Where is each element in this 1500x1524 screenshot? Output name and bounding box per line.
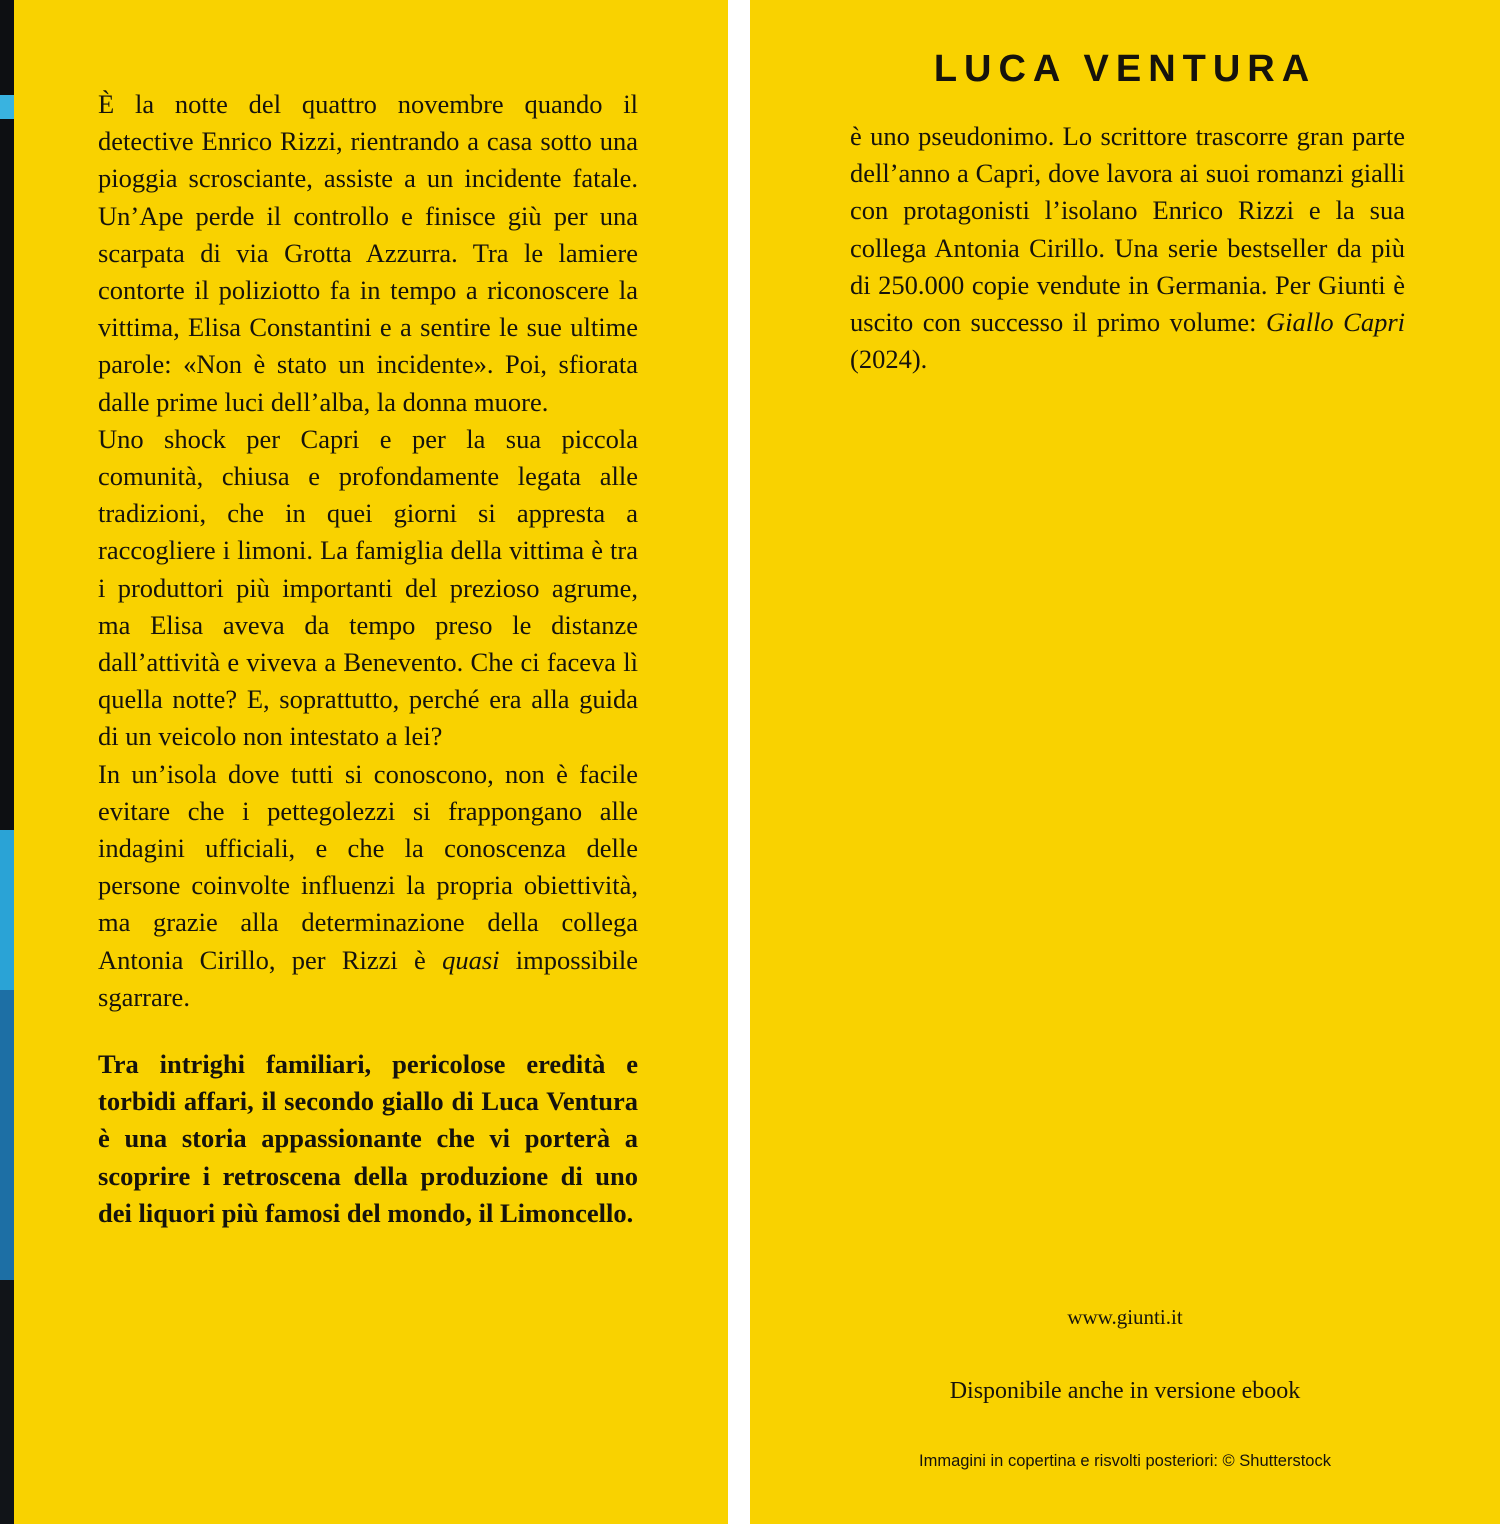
blurb-paragraph-3-text: In un’isola dove tutti si conoscono, non è facile evitare che i pettegolezzi si frappongano alle indagini ufficiali, e che la conoscenza delle persone coinvolte influenzi la propria obiettività, ma grazie alla determinazione della collega Antonia Cirillo, per Rizzi è quasi impossibile sgarrare. xyxy=(98,758,638,1012)
publisher-website[interactable]: www.giunti.it xyxy=(1067,1305,1183,1329)
panel-gutter xyxy=(728,0,750,1524)
author-bio-text: è uno pseudonimo. Lo scrittore trascorre gran parte dell’anno a Capri, dove lavora ai suoi romanzi gialli con protagonisti l’isolano Enrico Rizzi e la sua collega Antonia Cirillo. Una serie bestseller da più di 250.000 copie vendute in Germania. Per Giunti è uscito con successo il primo volume: xyxy=(850,121,1405,338)
spine-color-band-2 xyxy=(0,830,14,990)
spine-color-band-3 xyxy=(0,990,14,1280)
author-bio xyxy=(850,118,1405,378)
author-bio-year: (2024). xyxy=(850,344,928,375)
spine-color-band-4 xyxy=(0,1280,14,1524)
author-bio-paragraph xyxy=(850,118,1405,378)
spine-edge-strip xyxy=(0,0,14,1524)
blurb-paragraph-2: Uno shock per Capri e per la sua piccola comunità, chiusa e profondamente legata alle tradizioni, che in quei giorni si appresta a raccogliere i limoni. La famiglia della vittima è tra i produttori più importanti del prezioso agrume, ma Elisa aveva da tempo preso le distanze dall’attività e viveva a Benevento. Che ci faceva lì quella notte? E, soprattutto, perché era alla guida di un veicolo non intestato a lei? xyxy=(98,423,638,752)
image-credit-note: Immagini in copertina e risvolti posteriori: © Shutterstock xyxy=(919,1452,1331,1470)
blurb-closing-bold: Tra intrighi familiari, pericolose eredità e torbidi affari, il secondo giallo di Luca Ventura è una storia appassionante che vi porterà a scoprire i retroscena della produzione di uno dei liquori più famosi del mondo, il Limoncello. xyxy=(98,1049,638,1228)
author-bio-book-title: Giallo Capri xyxy=(1265,307,1405,338)
left-flap-panel xyxy=(0,0,728,1524)
author-name: LUCA VENTURA xyxy=(933,48,1317,90)
blurb-italic-word: quasi xyxy=(442,944,500,975)
book-blurb xyxy=(98,86,638,1232)
blurb-paragraph-3 xyxy=(98,756,638,1016)
blurb-paragraph-1: È la notte del quattro novembre quando il detective Enrico Rizzi, rientrando a casa sotto una pioggia scrosciante, assiste a un incidente fatale. Un’Ape perde il controllo e finisce giù per una scarpata di via Grotta Azzurra. Tra le lamiere contorte il poliziotto fa in tempo a riconoscere la vittima, Elisa Constantini e a sentire le sue ultime parole: «Non è stato un incidente». Poi, sfiorata dalle prime luci dell’alba, la donna muore. xyxy=(98,89,638,417)
ebook-availability-note: Disponibile anche in versione ebook xyxy=(949,1378,1301,1404)
right-flap-panel xyxy=(750,0,1500,1524)
spine-color-band-1 xyxy=(0,95,14,119)
